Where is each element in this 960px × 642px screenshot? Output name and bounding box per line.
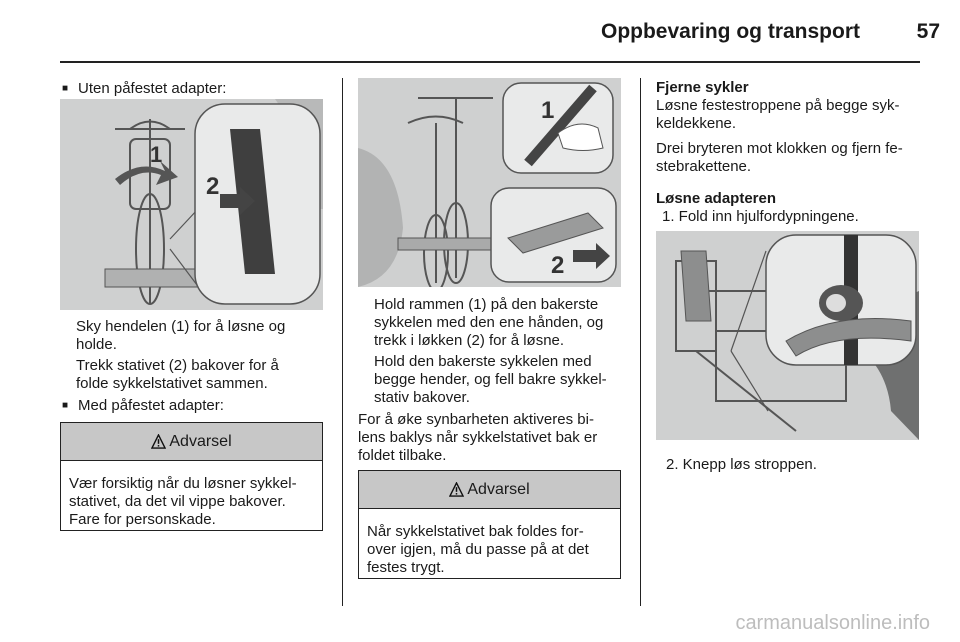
warning-triangle-icon: [449, 482, 464, 497]
heading-release-adapter: Løsne adapteren: [656, 190, 777, 207]
warning-box-middle: [358, 470, 621, 579]
mid-para1-line1: Hold rammen (1) på den bakerste: [374, 296, 599, 313]
warning-line1: Vær forsiktig når du løsner sykkel-: [69, 475, 297, 492]
watermark: carmanualsonline.info: [735, 612, 930, 634]
mid-para3-line2: lens baklys når sykkelstativet bak er: [358, 429, 598, 446]
left-para2-line1: Trekk stativet (2) bakover for å: [76, 357, 279, 374]
warning-header: [359, 471, 620, 509]
figure-bikes-on-rack: [358, 78, 621, 287]
right-para2-line1: Drei bryteren mot klokken og fjern fe-: [656, 140, 903, 157]
figure-mid-label-2: 2: [551, 252, 565, 279]
warning-line3: Fare for personskade.: [69, 511, 216, 528]
warning-triangle-icon: [151, 434, 166, 449]
warning-title: Advarsel: [467, 480, 530, 498]
mid-para1-line2: sykkelen med den ene hånden, og: [374, 314, 604, 331]
bullet-with-adapter: ■ Med påfestet adapter:: [78, 397, 224, 415]
warning-line2: over igjen, må du passe på at det: [367, 541, 589, 558]
mid-para2-line2: begge hender, og fell bakre sykkel-: [374, 371, 607, 388]
mid-para3-line3: foldet tilbake.: [358, 447, 447, 464]
figure-label-2: 1: [150, 142, 163, 167]
page-number: 57: [916, 20, 940, 43]
figure-label-1: 2: [206, 173, 220, 200]
left-para1-line1: Sky hendelen (1) for å løsne og: [76, 318, 286, 335]
header-rule: [60, 61, 920, 63]
figure-adapter-strap: [656, 231, 919, 440]
column-divider-right: [640, 78, 641, 606]
heading-remove-bikes: Fjerne sykler: [656, 79, 749, 96]
right-para1-line2: keldekkene.: [656, 115, 737, 132]
right-para1-line1: Løsne festestroppene på begge syk-: [656, 97, 900, 114]
figure-bike-rack-lever: [60, 99, 323, 310]
mid-para2-line1: Hold den bakerste sykkelen med: [374, 353, 592, 370]
warning-title: Advarsel: [169, 432, 232, 450]
mid-para2-line3: stativ bakover.: [374, 389, 470, 406]
warning-box-left: [60, 422, 323, 531]
warning-line2: stativet, da det vil vippe bakover.: [69, 493, 286, 510]
step-1: 1. Fold inn hjulfordypningene.: [662, 208, 859, 225]
step-2: 2. Knepp løs stroppen.: [666, 456, 817, 473]
figure-mid-label-1: 1: [541, 97, 555, 124]
page-title: Oppbevaring og transport: [600, 20, 860, 43]
bullet-without-adapter: ■ Uten påfestet adapter:: [78, 80, 226, 98]
warning-header: [61, 423, 322, 461]
warning-line1: Når sykkelstativet bak foldes for-: [367, 523, 584, 540]
mid-para3-line1: For å øke synbarheten aktiveres bi-: [358, 411, 594, 428]
column-divider-left: [342, 78, 343, 606]
left-para2-line2: folde sykkelstativet sammen.: [76, 375, 268, 392]
right-para2-line2: stebrakettene.: [656, 158, 752, 175]
left-para1-line2: holde.: [76, 336, 117, 353]
mid-para1-line3: trekk i løkken (2) for å løsne.: [374, 332, 565, 349]
warning-line3: festes trygt.: [367, 559, 445, 576]
